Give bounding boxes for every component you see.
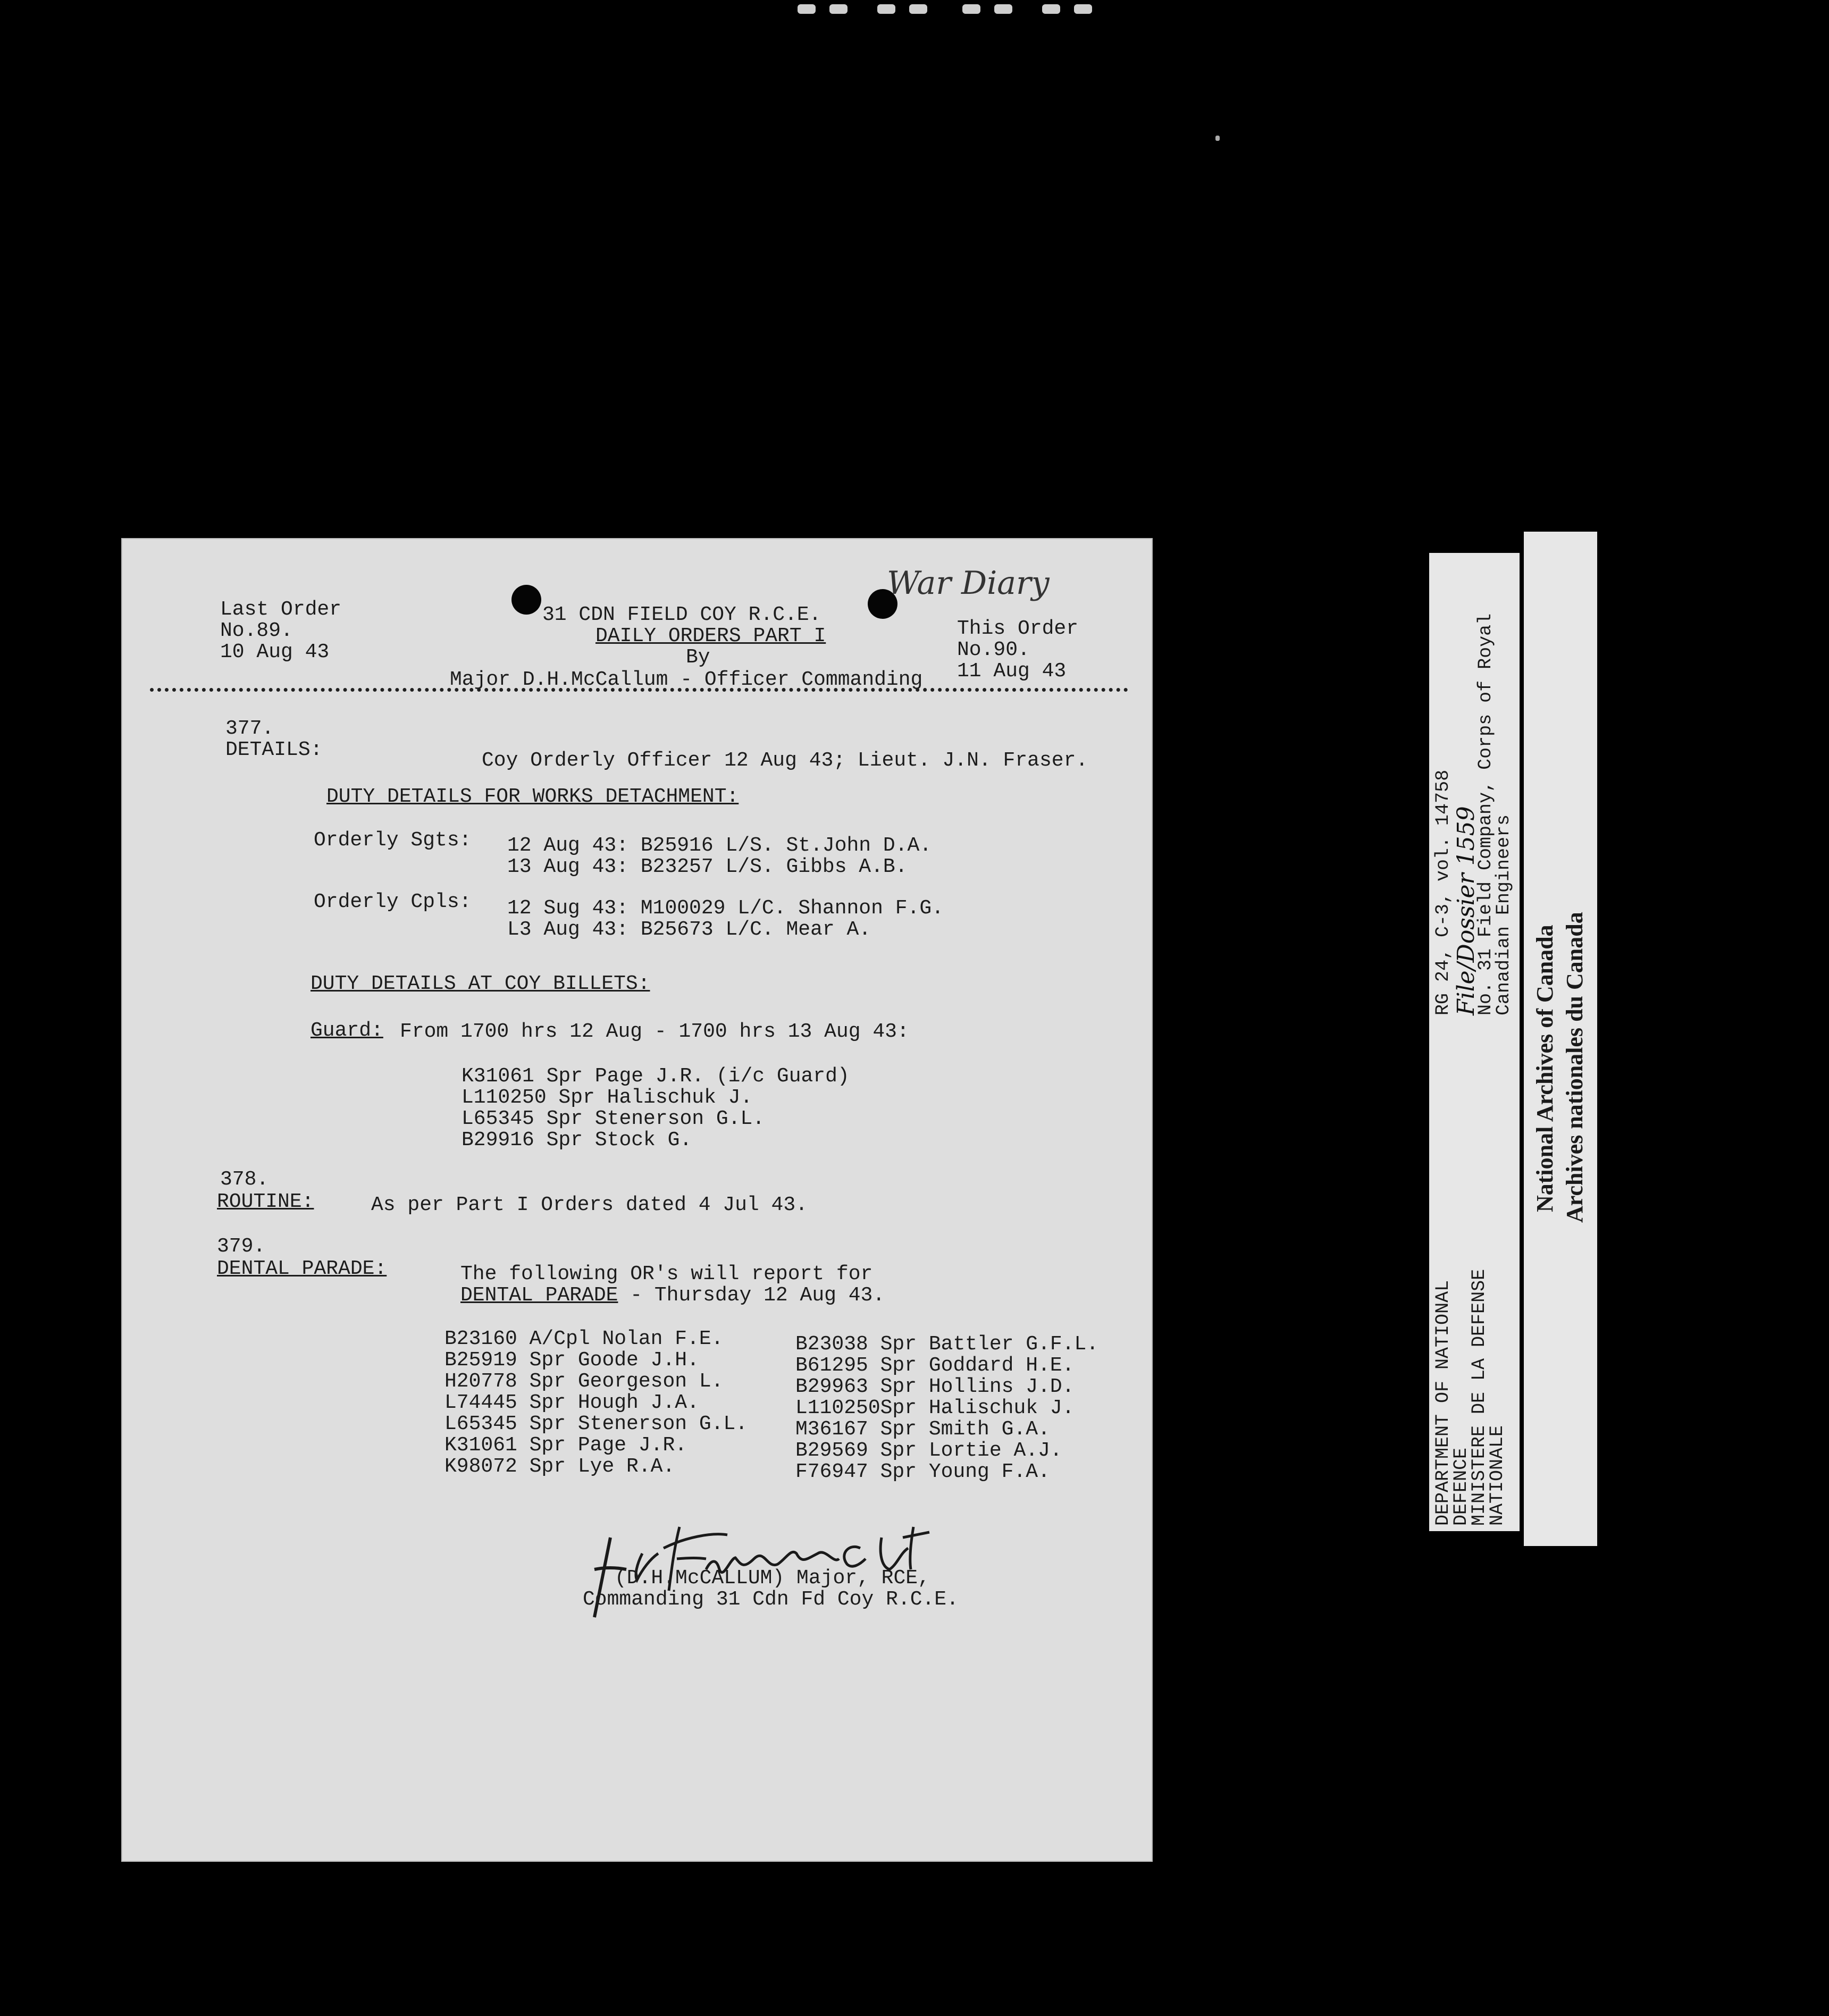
dental-right-6: B29569 Spr Lortie A.J. [795, 1439, 1062, 1462]
unit-name: 31 CDN FIELD COY R.C.E. [542, 603, 821, 626]
guard-label: Guard: [311, 1019, 383, 1042]
orderly-sgt-line-2: 13 Aug 43: B23257 L/S. Gibbs A.B. [507, 855, 908, 878]
this-order-label: This Order [957, 617, 1079, 640]
dental-right-3: B29963 Spr Hollins J.D. [795, 1375, 1075, 1398]
dental-left-4: L74445 Spr Hough J.A. [444, 1391, 699, 1414]
document-title: DAILY ORDERS PART I [595, 625, 826, 648]
dental-left-5: L65345 Spr Stenerson G.L. [444, 1413, 748, 1435]
routine-heading: ROUTINE: [217, 1190, 314, 1213]
dental-parade-emphasis: DENTAL PARADE [460, 1284, 618, 1307]
national-archives-stamp [1524, 532, 1597, 1546]
last-order-number: No.89. [220, 619, 293, 642]
dental-left-3: H20778 Spr Georgeson L. [444, 1370, 724, 1393]
dental-left-6: K31061 Spr Page J.R. [444, 1434, 687, 1457]
orderly-cpl-line-1: 12 Sug 43: M100029 L/C. Shannon F.G. [507, 897, 944, 920]
this-order-date: 11 Aug 43 [957, 660, 1067, 683]
orderly-cpl-line-2: L3 Aug 43: B25673 L/C. Mear A. [507, 918, 871, 941]
guard-member-3: L65345 Spr Stenerson G.L. [462, 1107, 765, 1130]
dental-right-1: B23038 Spr Battler G.F.L. [795, 1333, 1099, 1356]
coy-billets-heading: DUTY DETAILS AT COY BILLETS: [311, 972, 650, 995]
dust-speck [1215, 136, 1220, 141]
signature-text [589, 1564, 594, 1565]
department-line-3: MINISTERE DE LA DEFENSE [1469, 1269, 1490, 1526]
dental-left-7: K98072 Spr Lye R.A. [444, 1455, 675, 1478]
works-detachment-heading: DUTY DETAILS FOR WORKS DETACHMENT: [326, 785, 739, 808]
paragraph-number-378: 378. [220, 1168, 269, 1191]
archives-english: National Archives of Canada [1532, 925, 1558, 1212]
signature-name: (D.H.McCALLUM) Major, RCE, [615, 1567, 930, 1590]
details-heading: DETAILS: [225, 738, 323, 761]
film-edge-marks [787, 0, 1117, 21]
punch-hole-left [511, 585, 541, 615]
paragraph-number-377: 377. [225, 717, 274, 740]
reference-line-3: No. 31 Field Company, Corps of Royal [1475, 613, 1496, 1015]
department-line-4: NATIONALE [1487, 1425, 1508, 1526]
reference-line-1: RG 24, C-3, vol. 14758 [1432, 769, 1454, 1015]
dental-right-2: B61295 Spr Goddard H.E. [795, 1354, 1075, 1377]
guard-member-4: B29916 Spr Stock G. [462, 1129, 692, 1152]
guard-member-1: K31061 Spr Page J.R. (i/c Guard) [462, 1065, 850, 1088]
reference-line-4: Canadian Engineers [1493, 814, 1514, 1015]
dental-intro-line-2 [460, 1284, 885, 1307]
orderly-officer-line: Coy Orderly Officer 12 Aug 43; Lieut. J.N. Fraser. [482, 749, 1088, 772]
paragraph-number-379: 379. [217, 1235, 266, 1258]
guard-period: From 1700 hrs 12 Aug - 1700 hrs 13 Aug 43: [400, 1020, 909, 1043]
dotted-rule [150, 688, 1128, 692]
last-order-label: Last Order [220, 598, 342, 621]
by-line: By [686, 646, 710, 669]
last-order-date: 10 Aug 43 [220, 641, 330, 663]
orderly-sgts-label: Orderly Sgts: [314, 829, 472, 852]
dental-left-1: B23160 A/Cpl Nolan F.E. [444, 1328, 724, 1350]
orderly-sgt-line-1: 12 Aug 43: B25916 L/S. St.John D.A. [507, 834, 932, 857]
guard-member-2: L110250 Spr Halischuk J. [462, 1086, 753, 1109]
routine-text: As per Part I Orders dated 4 Jul 43. [371, 1194, 808, 1216]
dental-right-5: M36167 Spr Smith G.A. [795, 1418, 1050, 1441]
orderly-cpls-label: Orderly Cpls: [314, 891, 472, 913]
dental-intro-line: The following OR's will report for [460, 1263, 873, 1286]
handwritten-war-diary-note: War Diary [887, 565, 1050, 602]
department-line-1: DEPARTMENT OF NATIONAL [1432, 1280, 1454, 1526]
dental-left-2: B25919 Spr Goode J.H. [444, 1349, 699, 1372]
officer-commanding: Major D.H.McCallum - Officer Commanding [450, 668, 923, 691]
archive-reference-label [1429, 553, 1520, 1531]
dental-right-7: F76947 Spr Young F.A. [795, 1460, 1050, 1483]
archives-french: Archives nationales du Canada [1562, 912, 1588, 1223]
dental-parade-heading: DENTAL PARADE: [217, 1257, 387, 1280]
dental-right-4: L110250Spr Halischuk J. [795, 1397, 1075, 1419]
dental-parade-date: - Thursday 12 Aug 43. [618, 1284, 885, 1307]
department-line-2: DEFENCE [1450, 1447, 1472, 1526]
reference-line-2: File/Dossier 1559 [1453, 806, 1480, 1015]
this-order-number: No.90. [957, 639, 1030, 661]
order-document [121, 538, 1153, 1862]
signature-title: Commanding 31 Cdn Fd Coy R.C.E. [583, 1588, 959, 1611]
